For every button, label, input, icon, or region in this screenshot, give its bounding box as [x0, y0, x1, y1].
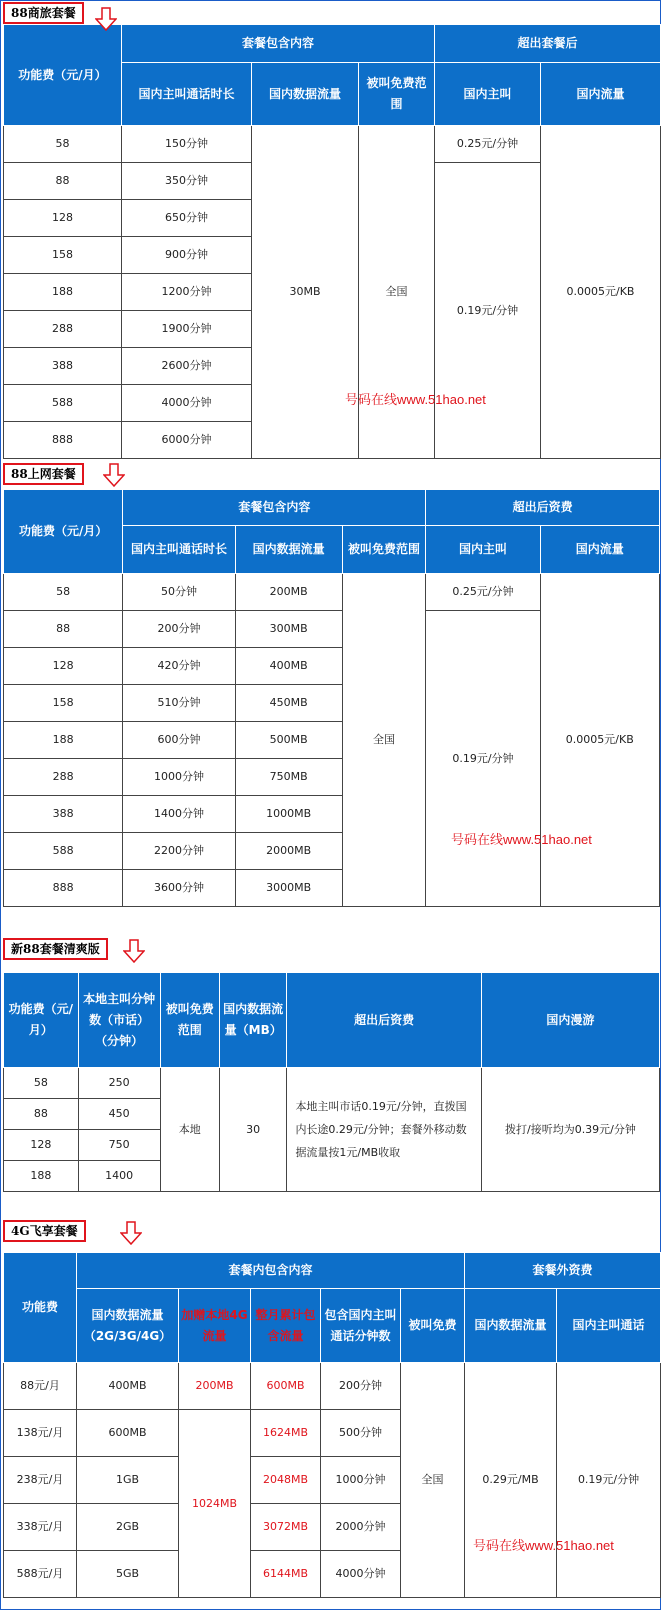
header-bonus-4g: 加赠本地4G流量 — [179, 1289, 251, 1363]
cell-over-data: 0.29元/MB — [465, 1363, 557, 1598]
plan-table — [3, 972, 660, 1192]
header-over-call: 国内主叫通话 — [557, 1289, 661, 1363]
header-over-data: 国内流量 — [540, 526, 659, 574]
cell-data: 2GB — [77, 1504, 179, 1551]
cell-free: 全国 — [359, 126, 435, 459]
cell-fee: 188 — [4, 274, 122, 311]
down-arrow-icon — [120, 1218, 142, 1248]
cell-over-call: 0.19元/分钟 — [557, 1363, 661, 1598]
section-title: 88商旅套餐 — [3, 2, 84, 24]
cell-fee: 588 — [4, 833, 123, 870]
section-title-row — [3, 2, 660, 24]
header-call-minutes: 包含国内主叫通话分钟数 — [321, 1289, 401, 1363]
cell-data: 3000MB — [235, 870, 342, 907]
header-included: 套餐包含内容 — [123, 490, 426, 526]
header-free-range: 被叫免费范围 — [342, 526, 426, 574]
cell-cumulative: 3072MB — [251, 1504, 321, 1551]
cell-fee: 188 — [4, 722, 123, 759]
cell-data: 600MB — [77, 1410, 179, 1457]
down-arrow-icon — [123, 936, 145, 966]
cell-data: 30 — [219, 1068, 287, 1192]
cell-fee: 338元/月 — [4, 1504, 77, 1551]
cell-fee: 138元/月 — [4, 1410, 77, 1457]
cell-roaming: 拨打/接听均为0.39元/分钟 — [481, 1068, 659, 1192]
cell-over-data: 0.0005元/KB — [541, 126, 661, 459]
cell-minutes: 750 — [78, 1130, 160, 1161]
cell-over-data: 0.0005元/KB — [540, 574, 659, 907]
cell-call: 4000分钟 — [321, 1551, 401, 1598]
header-fee: 功能费 — [4, 1253, 77, 1363]
cell-fee: 128 — [4, 200, 122, 237]
cell-minutes: 350分钟 — [122, 163, 252, 200]
header-free: 被叫免费 — [401, 1289, 465, 1363]
header-overage: 套餐外资费 — [465, 1253, 661, 1289]
down-arrow-icon — [95, 0, 117, 38]
header-local-minutes: 本地主叫分钟数（市话）（分钟） — [78, 973, 160, 1068]
cell-minutes: 450 — [78, 1099, 160, 1130]
cell-minutes: 50分钟 — [123, 574, 235, 611]
header-overage: 超出后资费 — [287, 973, 481, 1068]
cell-cumulative: 600MB — [251, 1363, 321, 1410]
cell-fee: 588元/月 — [4, 1551, 77, 1598]
header-overage: 超出后资费 — [426, 490, 660, 526]
header-free-range: 被叫免费范围 — [359, 63, 435, 126]
section-title: 新88套餐清爽版 — [3, 938, 108, 960]
section-title: 4G飞享套餐 — [3, 1220, 86, 1242]
header-data: 国内数据流量（MB） — [219, 973, 287, 1068]
cell-minutes: 150分钟 — [122, 126, 252, 163]
cell-minutes: 2600分钟 — [122, 348, 252, 385]
cell-data: 5GB — [77, 1551, 179, 1598]
header-over-data: 国内流量 — [541, 63, 661, 126]
cell-fee: 388 — [4, 796, 123, 833]
cell-fee: 88元/月 — [4, 1363, 77, 1410]
cell-minutes: 250 — [78, 1068, 160, 1099]
cell-minutes: 1400 — [78, 1161, 160, 1192]
section-title-row — [3, 938, 660, 960]
cell-cumulative: 1624MB — [251, 1410, 321, 1457]
cell-bonus: 1024MB — [179, 1410, 251, 1598]
cell-minutes: 3600分钟 — [123, 870, 235, 907]
header-cumulative: 整月累计包含流量 — [251, 1289, 321, 1363]
cell-minutes: 1400分钟 — [123, 796, 235, 833]
cell-free: 全国 — [342, 574, 426, 907]
cell-call: 200分钟 — [321, 1363, 401, 1410]
cell-data: 450MB — [235, 685, 342, 722]
header-data: 国内数据流量 — [252, 63, 359, 126]
cell-minutes: 6000分钟 — [122, 422, 252, 459]
cell-fee: 88 — [4, 163, 122, 200]
cell-bonus: 200MB — [179, 1363, 251, 1410]
cell-cumulative: 2048MB — [251, 1457, 321, 1504]
cell-minutes: 4000分钟 — [122, 385, 252, 422]
cell-fee: 128 — [4, 1130, 79, 1161]
section-88-business-travel — [3, 2, 660, 459]
cell-fee: 288 — [4, 311, 122, 348]
header-fee: 功能费（元/月） — [4, 973, 79, 1068]
cell-call: 2000分钟 — [321, 1504, 401, 1551]
cell-data: 300MB — [235, 611, 342, 648]
header-fee: 功能费（元/月） — [4, 490, 123, 574]
cell-minutes: 510分钟 — [123, 685, 235, 722]
cell-minutes: 420分钟 — [123, 648, 235, 685]
cell-fee: 238元/月 — [4, 1457, 77, 1504]
cell-fee: 88 — [4, 611, 123, 648]
header-included: 套餐包含内容 — [122, 25, 435, 63]
section-title-row — [3, 463, 660, 485]
down-arrow-icon — [103, 461, 125, 489]
cell-data: 1000MB — [235, 796, 342, 833]
watermark-text: 号码在线www.51hao.net — [473, 1538, 614, 1553]
cell-minutes: 2200分钟 — [123, 833, 235, 870]
header-free-range: 被叫免费范围 — [160, 973, 219, 1068]
cell-fee: 88 — [4, 1099, 79, 1130]
watermark-text: 号码在线www.51hao.net — [345, 392, 486, 407]
section-title: 88上网套餐 — [3, 463, 84, 485]
header-data: 国内数据流量 — [235, 526, 342, 574]
header-over-call: 国内主叫 — [435, 63, 541, 126]
header-fee: 功能费（元/月） — [4, 25, 122, 126]
cell-over-call: 0.25元/分钟 — [426, 574, 540, 611]
cell-data: 500MB — [235, 722, 342, 759]
cell-fee: 158 — [4, 237, 122, 274]
cell-fee: 58 — [4, 126, 122, 163]
section-title-row — [3, 1220, 660, 1242]
section-4g-plan — [3, 1220, 660, 1598]
header-included: 套餐内包含内容 — [77, 1253, 465, 1289]
section-88-internet — [3, 463, 660, 907]
header-overage: 超出套餐后 — [435, 25, 661, 63]
plan-table — [3, 24, 661, 459]
cell-over-call: 0.25元/分钟 — [435, 126, 541, 163]
header-data: 国内数据流量（2G/3G/4G） — [77, 1289, 179, 1363]
header-call-minutes: 国内主叫通话时长 — [123, 526, 235, 574]
cell-fee: 888 — [4, 422, 122, 459]
cell-fee: 58 — [4, 1068, 79, 1099]
cell-fee: 288 — [4, 759, 123, 796]
cell-fee: 888 — [4, 870, 123, 907]
cell-fee: 588 — [4, 385, 122, 422]
header-over-data: 国内数据流量 — [465, 1289, 557, 1363]
cell-minutes: 1900分钟 — [122, 311, 252, 348]
cell-fee: 58 — [4, 574, 123, 611]
cell-minutes: 200分钟 — [123, 611, 235, 648]
cell-minutes: 600分钟 — [123, 722, 235, 759]
cell-free: 全国 — [401, 1363, 465, 1598]
header-call-minutes: 国内主叫通话时长 — [122, 63, 252, 126]
cell-data: 400MB — [235, 648, 342, 685]
cell-data: 2000MB — [235, 833, 342, 870]
cell-fee: 128 — [4, 648, 123, 685]
cell-free: 本地 — [160, 1068, 219, 1192]
cell-data: 30MB — [252, 126, 359, 459]
cell-minutes: 900分钟 — [122, 237, 252, 274]
watermark-text: 号码在线www.51hao.net — [451, 832, 592, 847]
cell-over-call: 0.19元/分钟 — [435, 163, 541, 459]
cell-data: 400MB — [77, 1363, 179, 1410]
cell-fee: 188 — [4, 1161, 79, 1192]
header-roaming: 国内漫游 — [481, 973, 659, 1068]
cell-fee: 388 — [4, 348, 122, 385]
cell-cumulative: 6144MB — [251, 1551, 321, 1598]
cell-fee: 158 — [4, 685, 123, 722]
cell-call: 500分钟 — [321, 1410, 401, 1457]
cell-minutes: 650分钟 — [122, 200, 252, 237]
cell-minutes: 1200分钟 — [122, 274, 252, 311]
section-new-88-lite — [3, 938, 660, 1192]
cell-call: 1000分钟 — [321, 1457, 401, 1504]
header-over-call: 国内主叫 — [426, 526, 540, 574]
cell-data: 200MB — [235, 574, 342, 611]
cell-data: 750MB — [235, 759, 342, 796]
cell-minutes: 1000分钟 — [123, 759, 235, 796]
cell-data: 1GB — [77, 1457, 179, 1504]
cell-over-call: 0.19元/分钟 — [426, 611, 540, 907]
cell-overage: 本地主叫市话0.19元/分钟，直拨国内长途0.29元/分钟；套餐外移动数据流量按1元/MB收取 — [287, 1068, 481, 1192]
